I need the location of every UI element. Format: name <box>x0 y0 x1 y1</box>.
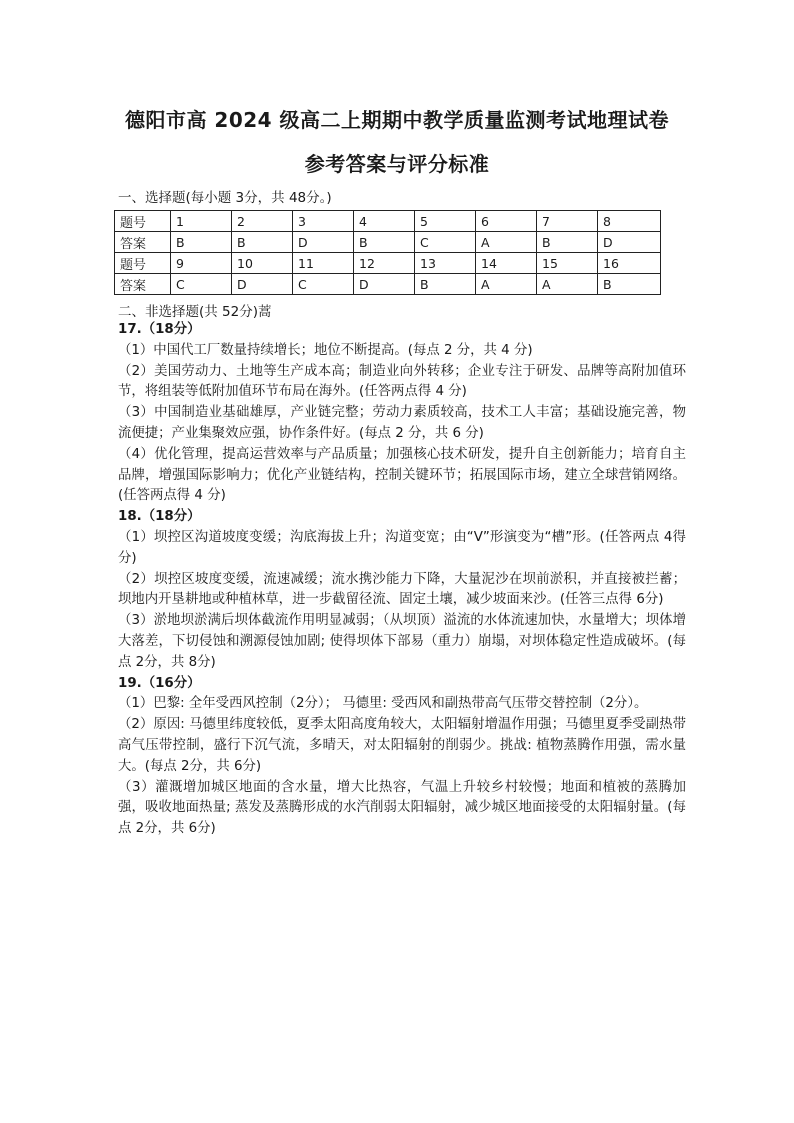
table-cell: 7 <box>537 211 598 232</box>
table-cell: C <box>171 274 232 295</box>
question-19-answer-1: （1）巴黎: 全年受西风控制（2分）； 马德里: 受西风和副热带高气压带交替控制（2分）。 <box>118 696 648 712</box>
question-18-answer-1: （1）坝控区沟道坡度变缓；沟底海拔上升；沟道变宽；由“V”形演变为“槽”形。(任答两点 4得分) <box>118 529 686 566</box>
question-19-answer-2: （2）原因: 马德里纬度较低，夏季太阳高度角较大，太阳辐射增温作用强；马德里夏季受副热带高气压带控制，盛行下沉气流，多晴天，对太阳辐射的削弱少。挑战: 植物蒸腾作用强，需水量大。(每点 2分，共 6分) <box>118 717 686 774</box>
table-cell: 1 <box>171 211 232 232</box>
table-cell: A <box>476 232 537 253</box>
table-row <box>115 253 661 274</box>
table-row <box>115 232 661 253</box>
table-cell: 8 <box>598 211 661 232</box>
table-cell: A <box>537 274 598 295</box>
table-cell: 11 <box>293 253 354 274</box>
question-18-answer-3: （3）淤地坝淤满后坝体截流作用明显减弱；（从坝顶）溢流的水体流速加快，水量增大；坝体增大落差，下切侵蚀和溯源侵蚀加剧; 使得坝体下部易（重力）崩塌，对坝体稳定性造成破坏。(每点 2分，共 8分) <box>118 613 686 670</box>
table-cell: 10 <box>232 253 293 274</box>
table-cell: 13 <box>415 253 476 274</box>
question-17-answer-1: （1）中国代工厂数量持续增长；地位不断提高。(每点 2 分，共 4 分) <box>118 342 533 358</box>
table-row <box>115 274 661 295</box>
title-line-1: 德阳市高 2024 级高二上期期中教学质量监测考试地理试卷 <box>124 108 670 132</box>
table-cell: 12 <box>354 253 415 274</box>
question-17-answer-3: （3）中国制造业基础雄厚，产业链完整；劳动力素质较高，技术工人丰富；基础设施完善，物流便捷；产业集聚效应强，协作条件好。(每点 2 分，共 6 分) <box>118 405 686 441</box>
table-cell: 2 <box>232 211 293 232</box>
table-cell: D <box>293 232 354 253</box>
question-18-heading: 18.（18分） <box>118 509 201 525</box>
table-cell: 6 <box>476 211 537 232</box>
table-cell: D <box>598 232 661 253</box>
answer-content <box>118 320 686 840</box>
table-cell: A <box>476 274 537 295</box>
table-cell: B <box>598 274 661 295</box>
table-cell: C <box>415 232 476 253</box>
table-cell: 15 <box>537 253 598 274</box>
question-19-answer-3: （3）灌溉增加城区地面的含水量，增大比热容，气温上升较乡村较慢；地面和植被的蒸腾加强，吸收地面热量; 蒸发及蒸腾形成的水汽削弱太阳辐射，减少城区地面接受的太阳辐射量。(每点 2分，共 6分) <box>118 779 686 837</box>
table-cell: B <box>232 232 293 253</box>
table-cell: 4 <box>354 211 415 232</box>
table-cell: B <box>354 232 415 253</box>
table-row <box>115 211 661 232</box>
table-cell: B <box>171 232 232 253</box>
row-label: 题号 <box>115 253 171 274</box>
row-label: 答案 <box>115 274 171 295</box>
question-19-heading: 19.（16分） <box>118 675 201 691</box>
question-18-answer-2: （2）坝控区坡度变缓，流速减缓；流水携沙能力下降，大量泥沙在坝前淤积，并直接被拦蓄；坝地内开垦耕地或种植林草，进一步截留径流、固定土壤，减少坡面来沙。(任答三点得 6分) <box>118 571 686 608</box>
title-line-2: 参考答案与评分标准 <box>304 152 490 176</box>
table-cell: D <box>232 274 293 295</box>
table-cell: 3 <box>293 211 354 232</box>
table-cell: 9 <box>171 253 232 274</box>
question-17-answer-4: （4）优化管理，提高运营效率与产品质量；加强核心技术研发，提升自主创新能力；培育自主品牌，增强国际影响力；优化产业链结构，控制关键环节；拓展国际市场，建立全球营销网络。(任答两点得 4 分) <box>118 446 686 504</box>
table-cell: 5 <box>415 211 476 232</box>
section-non-choice-heading: 二、非选择题(共 52分)蒿 <box>118 304 272 320</box>
table-cell: B <box>415 274 476 295</box>
table-cell: D <box>354 274 415 295</box>
row-label: 答案 <box>115 232 171 253</box>
table-cell: 14 <box>476 253 537 274</box>
row-label: 题号 <box>115 211 171 232</box>
question-17-heading: 17.（18分） <box>118 322 201 337</box>
answer-table <box>114 210 661 295</box>
section-choice-heading: 一、选择题(每小题 3分，共 48分。) <box>118 190 332 206</box>
question-17-answer-2: （2）美国劳动力、土地等生产成本高；制造业向外转移；企业专注于研发、品牌等高附加值环节，将组装等低附加值环节布局在海外。(任答两点得 4 分) <box>118 363 686 400</box>
table-cell: 16 <box>598 253 661 274</box>
table-cell: C <box>293 274 354 295</box>
table-cell: B <box>537 232 598 253</box>
